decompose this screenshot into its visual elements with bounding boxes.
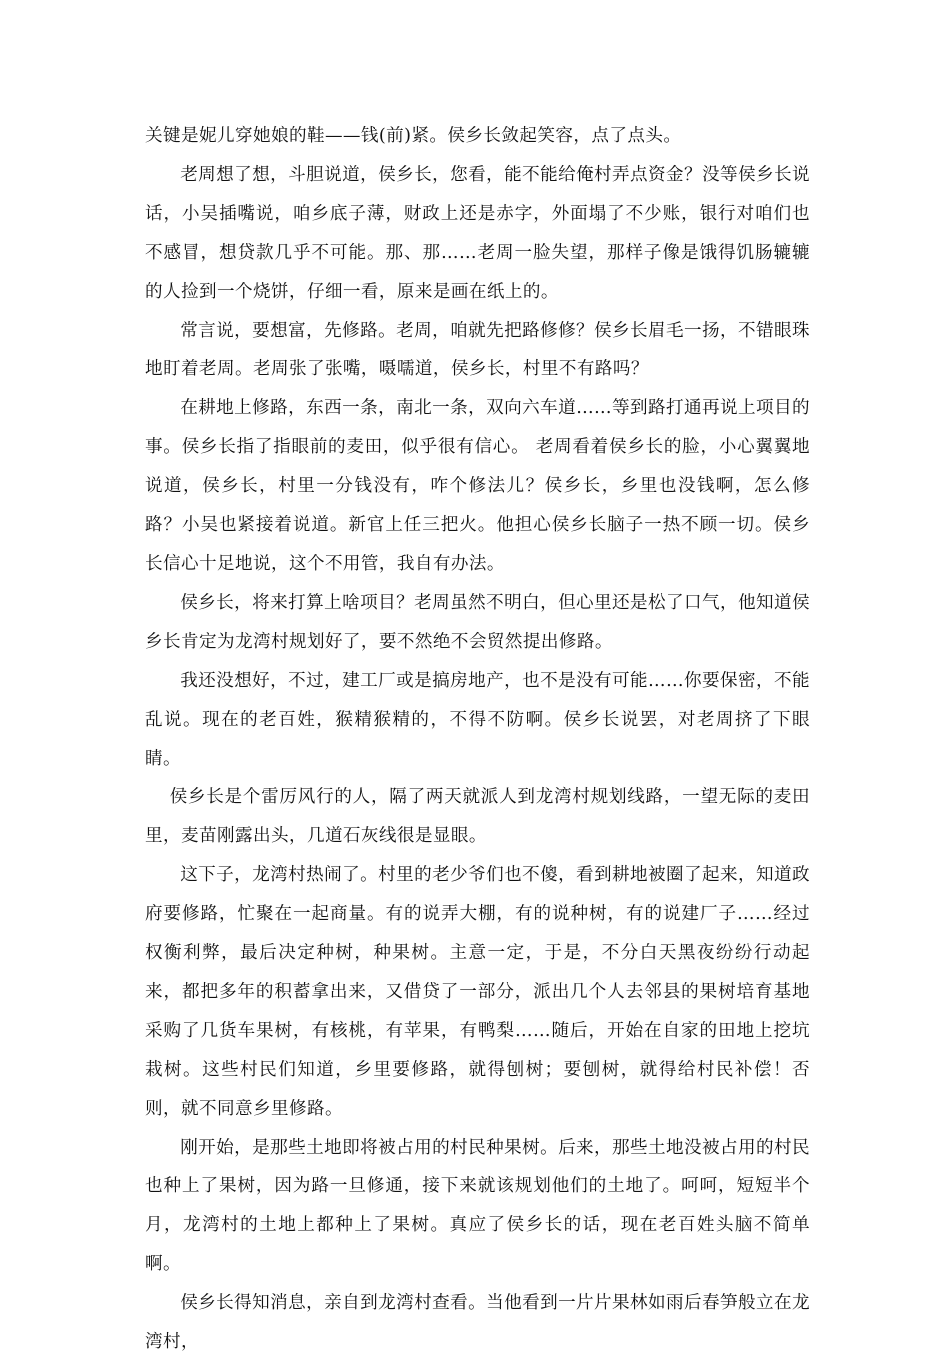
paragraph: 关键是妮儿穿她娘的鞋——钱(前)紧。侯乡长敛起笑容，点了点头。 — [145, 126, 682, 146]
paragraph: 侯乡长，将来打算上啥项目？老周虽然不明白，但心里还是松了口气，他知道侯乡长肯定为龙湾村规划好了，要不然绝不会贸然提出修路。 — [145, 592, 810, 652]
paragraph: 侯乡长得知消息，亲自到龙湾村查看。当他看到一片片果林如雨后春笋般立在龙湾村， — [145, 1293, 810, 1353]
paragraph: 在耕地上修路，东西一条，南北一条，双向六车道……等到路打通再说上项目的事。侯乡长指了指眼前的麦田，似乎很有信心。 老周看着侯乡长的脸，小心翼翼地说道，侯乡长，村里一分钱没有，咋个修法儿？侯乡长，乡里也没钱啊，怎么修路？小吴也紧接着说道。新官上任三把火。他担心侯乡长脑子一热不顾一切。侯乡长信心十足地说，这个不用管，我自有办法。 — [145, 398, 810, 574]
paragraph: 老周想了想，斗胆说道，侯乡长，您看，能不能给俺村弄点资金？没等侯乡长说话，小吴插嘴说，咱乡底子薄，财政上还是赤字，外面塌了不少账，银行对咱们也不感冒，想贷款几乎不可能。那、那……老周一脸失望，那样子像是饿得饥肠辘辘的人捡到一个烧饼，仔细一看，原来是画在纸上的。 — [145, 164, 810, 302]
story-text — [145, 117, 810, 1362]
paragraph: 这下子，龙湾村热闹了。村里的老少爷们也不傻，看到耕地被圈了起来，知道政府要修路，忙聚在一起商量。有的说弄大棚，有的说种树，有的说建厂子……经过权衡利弊，最后决定种树，种果树。主意一定，于是，不分白天黑夜纷纷行动起来，都把多年的积蓄拿出来，又借贷了一部分，派出几个人去邻县的果树培育基地采购了几货车果树，有核桃，有苹果，有鸭梨……随后，开始在自家的田地上挖坑栽树。这些村民们知道，乡里要修路，就得刨树；要刨树，就得给村民补偿！否则，就不同意乡里修路。 — [145, 865, 810, 1119]
paragraph: 侯乡长是个雷厉风行的人，隔了两天就派人到龙湾村规划线路，一望无际的麦田里，麦苗刚露出头，几道石灰线很是显眼。 — [145, 787, 810, 847]
paragraph: 刚开始，是那些土地即将被占用的村民种果树。后来，那些土地没被占用的村民也种上了果树，因为路一旦修通，接下来就该规划他们的土地了。呵呵，短短半个月，龙湾村的土地上都种上了果树。真应了侯乡长的话，现在老百姓头脑不简单啊。 — [145, 1137, 810, 1275]
paragraph: 我还没想好，不过，建工厂或是搞房地产，也不是没有可能……你要保密，不能乱说。现在的老百姓，猴精猴精的，不得不防啊。侯乡长说罢，对老周挤了下眼睛。 — [145, 670, 810, 769]
paragraph: 常言说，要想富，先修路。老周，咱就先把路修修？侯乡长眉毛一扬，不错眼珠地盯着老周。老周张了张嘴，嗫嚅道，侯乡长，村里不有路吗？ — [145, 320, 810, 380]
